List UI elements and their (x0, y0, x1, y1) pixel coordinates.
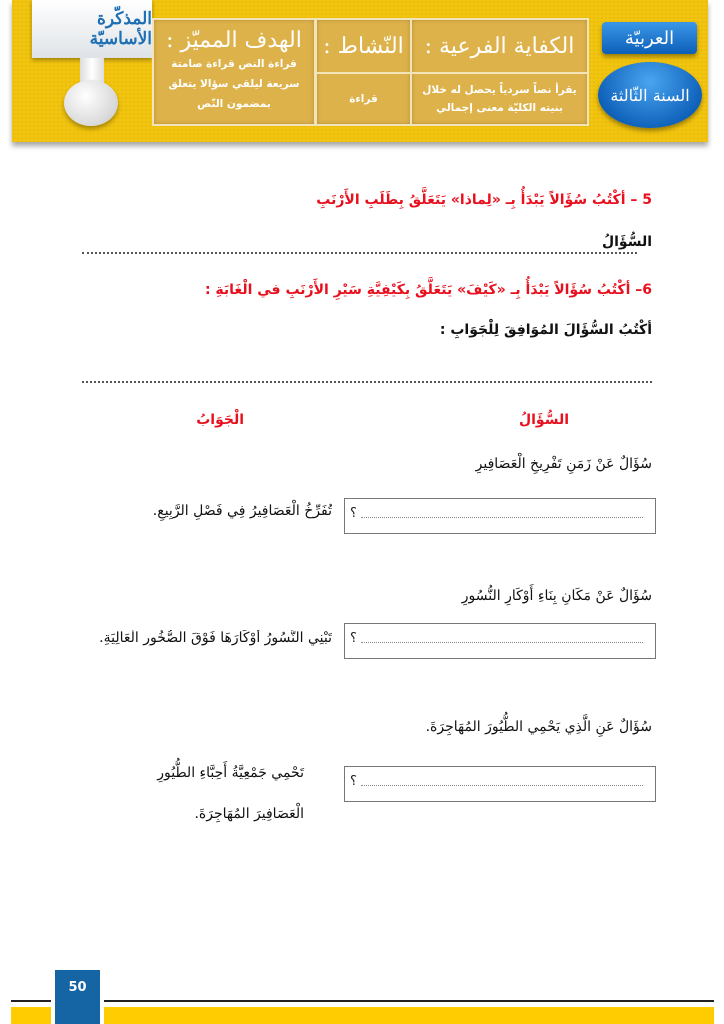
dotted-line (361, 785, 643, 786)
question-input-box[interactable] (344, 766, 656, 802)
footer-bar (104, 1007, 714, 1024)
exercise6-instruction: 6– أكْتُبُ سُؤَالاً يَبْدَأُ بِـ «كَيْفَ» يَتَعَلَّقُ بِكَيْفِيَّةِ سَيْرِ الأَرْنَبِ في الْغَابَةِ : (204, 282, 652, 298)
question-mark: ؟ (350, 774, 357, 789)
activity-value: قراءة (349, 93, 378, 105)
page-header (12, 0, 708, 142)
year-button[interactable]: السنة الثّالثة (598, 62, 702, 128)
goal-line: بمضمون النّص (197, 98, 271, 110)
goal-title: الهدف المميّز : (166, 28, 302, 53)
goal-cell (152, 18, 316, 126)
exercise6-answer-line[interactable] (82, 381, 652, 383)
matching-instruction: أكْتُبُ السُّؤَالَ المُوَافِقَ لِلْجَوَابِ : (439, 322, 652, 338)
answer-text: تُفَرِّخُ الْعَصَافِيرُ فِي فَصْلِ الرَّبِيعِ. (152, 503, 332, 519)
goal-line: قراءة النص قراءة صامتة (171, 58, 297, 70)
dotted-line (361, 517, 643, 518)
competence-cell (410, 18, 589, 126)
logo-text: المذكّرة الأساسيّة (89, 9, 152, 49)
page-number: 50 (55, 970, 100, 1024)
footer-rule (11, 1000, 51, 1002)
competence-line: بنيته الكليّة معنى إجمالي (436, 102, 563, 114)
logo-card (32, 0, 152, 58)
question-prompt: سُؤَالٌ عَنِ الَّذِي يَحْمِي الطُّيُورَ المُهَاجِرَةَ. (425, 719, 652, 735)
column-header-question: السُّؤَالُ (518, 412, 569, 428)
question-input-box[interactable] (344, 498, 656, 534)
answer-text: تَحْمِي جَمْعِيَّةُ أَحِبَّاءِ الطُّيُورِ (157, 765, 304, 781)
dotted-line (361, 642, 643, 643)
column-header-answer: الْجَوَابُ (196, 412, 244, 428)
activity-title: النّشاط : (323, 33, 404, 59)
question-input-box[interactable] (344, 623, 656, 659)
logo-ball (64, 80, 118, 126)
footer-rule (104, 1000, 714, 1002)
question-prompt: سُؤَالٌ عَنْ مَكَانِ بِنَاءِ أَوْكَارِ النُّسُورِ (461, 588, 652, 604)
answer-text: تَبْنِي النُّسُورُ أَوْكَارَهَا فَوْقَ الصُّخُورِ الْعَالِيَةِ. (99, 630, 332, 646)
exercise5-answer-label: السُّؤَالُ (601, 234, 652, 250)
question-mark: ؟ (350, 506, 357, 521)
competence-line: يقرأ نصاً سردياً يحصل له خلال (422, 84, 577, 96)
question-mark: ؟ (350, 631, 357, 646)
exercise5-answer-line[interactable] (82, 252, 637, 254)
competence-title: الكفاية الفرعية : (424, 33, 575, 59)
exercise5-instruction: 5 – أكْتُبُ سُؤَالاً يَبْدَأُ بِـ «لِماذا» يَتَعَلَّقُ بِطَلَبِ الأَرْنَبِ (316, 192, 652, 208)
footer-bar (11, 1007, 51, 1024)
goal-line: سريعة ليلقي سؤالا يتعلق (168, 78, 300, 90)
subject-button[interactable]: العربيّة (602, 22, 697, 54)
question-prompt: سُؤَالٌ عَنْ زَمَنِ تَفْرِيخِ الْعَصَافِيرِ (475, 456, 652, 472)
answer-text-line2: الْعَصَافِيرَ المُهَاجِرَةَ. (194, 806, 304, 822)
activity-cell (315, 18, 412, 126)
